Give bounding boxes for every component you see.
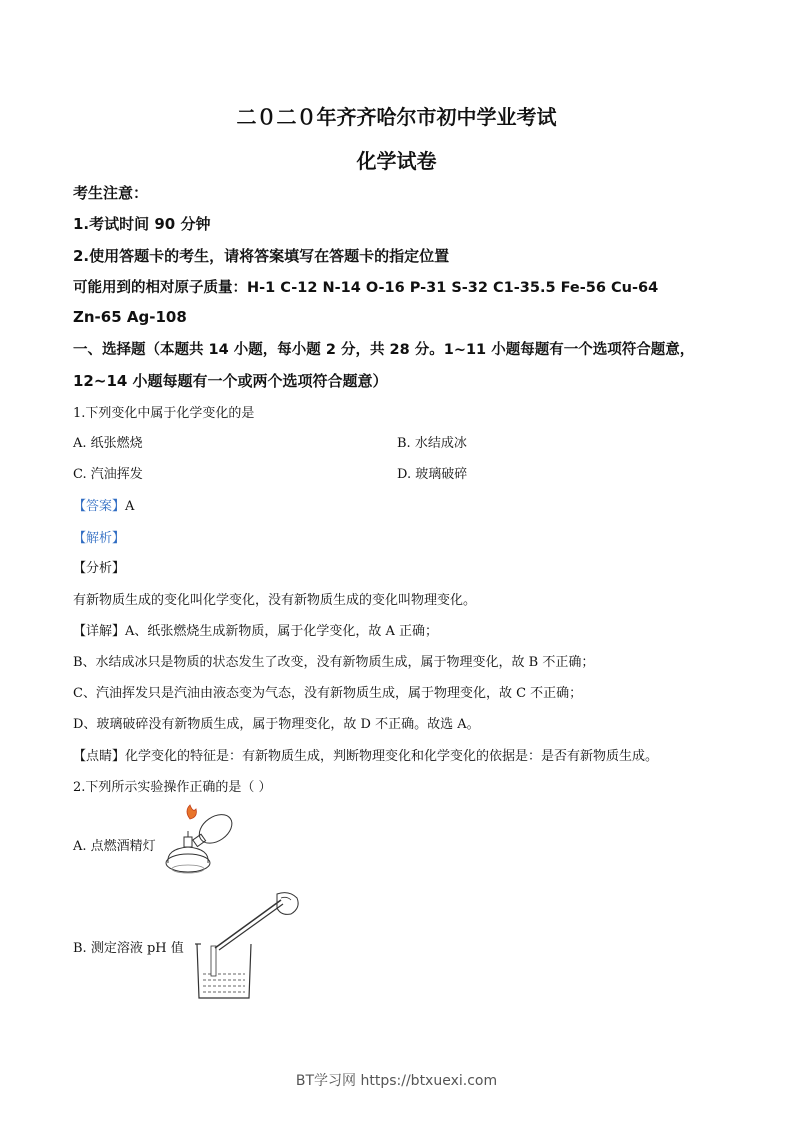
detail-line-2: B、水结成冰只是物质的状态发生了改变，没有新物质生成，属于物理变化，故 B 不正确； xyxy=(73,655,595,670)
notice-item-2: 2.使用答题卡的考生，请将答案填写在答题卡的指定位置 xyxy=(73,247,450,265)
q2-stem: 2.下列所示实验操作正确的是（ ） xyxy=(73,780,272,795)
detail-line-1: 【详解】A、纸张燃烧生成新物质，属于化学变化，故 A 正确； xyxy=(73,624,439,639)
notice-item-1: 1.考试时间 90 分钟 xyxy=(73,215,211,233)
q1-option-d: D. 玻璃破碎 xyxy=(397,467,468,482)
page-subtitle: 化学试卷 xyxy=(356,149,437,173)
page-title: 二０二０年齐齐哈尔市初中学业考试 xyxy=(236,105,557,129)
answer-value: A xyxy=(125,499,135,514)
tip-line: 【点睛】化学变化的特征是：有新物质生成，判断物理变化和化学变化的依据是：是否有新物质生成。 xyxy=(73,749,659,764)
notice-heading: 考生注意： xyxy=(73,184,149,202)
atomic-masses-line-1: 可能用到的相对原子质量：H-1 C-12 N-14 O-16 P-31 S-32 C1-35.5 Fe-56 Cu-64 xyxy=(73,280,659,296)
q1-option-a: A. 纸张燃烧 xyxy=(73,436,143,451)
atomic-masses-line-2: Zn-65 Ag-108 xyxy=(73,308,187,326)
analysis-tag: 【解析】 xyxy=(73,531,126,546)
q2-option-b: B. 测定溶液 pH 值 xyxy=(73,941,184,956)
q2-option-a: A. 点燃酒精灯 xyxy=(73,839,156,854)
q1-option-c: C. 汽油挥发 xyxy=(73,467,143,482)
footer-site-link[interactable]: BT学习网 https://btxuexi.com xyxy=(295,1073,498,1089)
fenxi-tag: 【分析】 xyxy=(73,561,126,576)
alcohol-lamp-illustration xyxy=(160,803,240,881)
answer-tag: 【答案】 xyxy=(73,499,126,514)
q1-stem: 1.下列变化中属于化学变化的是 xyxy=(73,406,255,421)
q1-option-b: B. 水结成冰 xyxy=(397,436,467,451)
fenxi-text: 有新物质生成的变化叫化学变化，没有新物质生成的变化叫物理变化。 xyxy=(73,593,477,608)
section-heading-line-1: 一、选择题（本题共 14 小题，每小题 2 分，共 28 分。1~11 小题每题有一个选项符合题意， xyxy=(73,342,695,358)
detail-line-4: D、玻璃破碎没有新物质生成，属于物理变化，故 D 不正确。故选 A。 xyxy=(73,717,480,732)
section-heading-line-2: 12~14 小题每题有一个或两个选项符合题意） xyxy=(73,372,388,390)
detail-line-3: C、汽油挥发只是汽油由液态变为气态，没有新物质生成，属于物理变化，故 C 不正确； xyxy=(73,686,583,701)
ph-test-illustration xyxy=(193,888,303,1000)
q1-answer xyxy=(73,495,134,514)
